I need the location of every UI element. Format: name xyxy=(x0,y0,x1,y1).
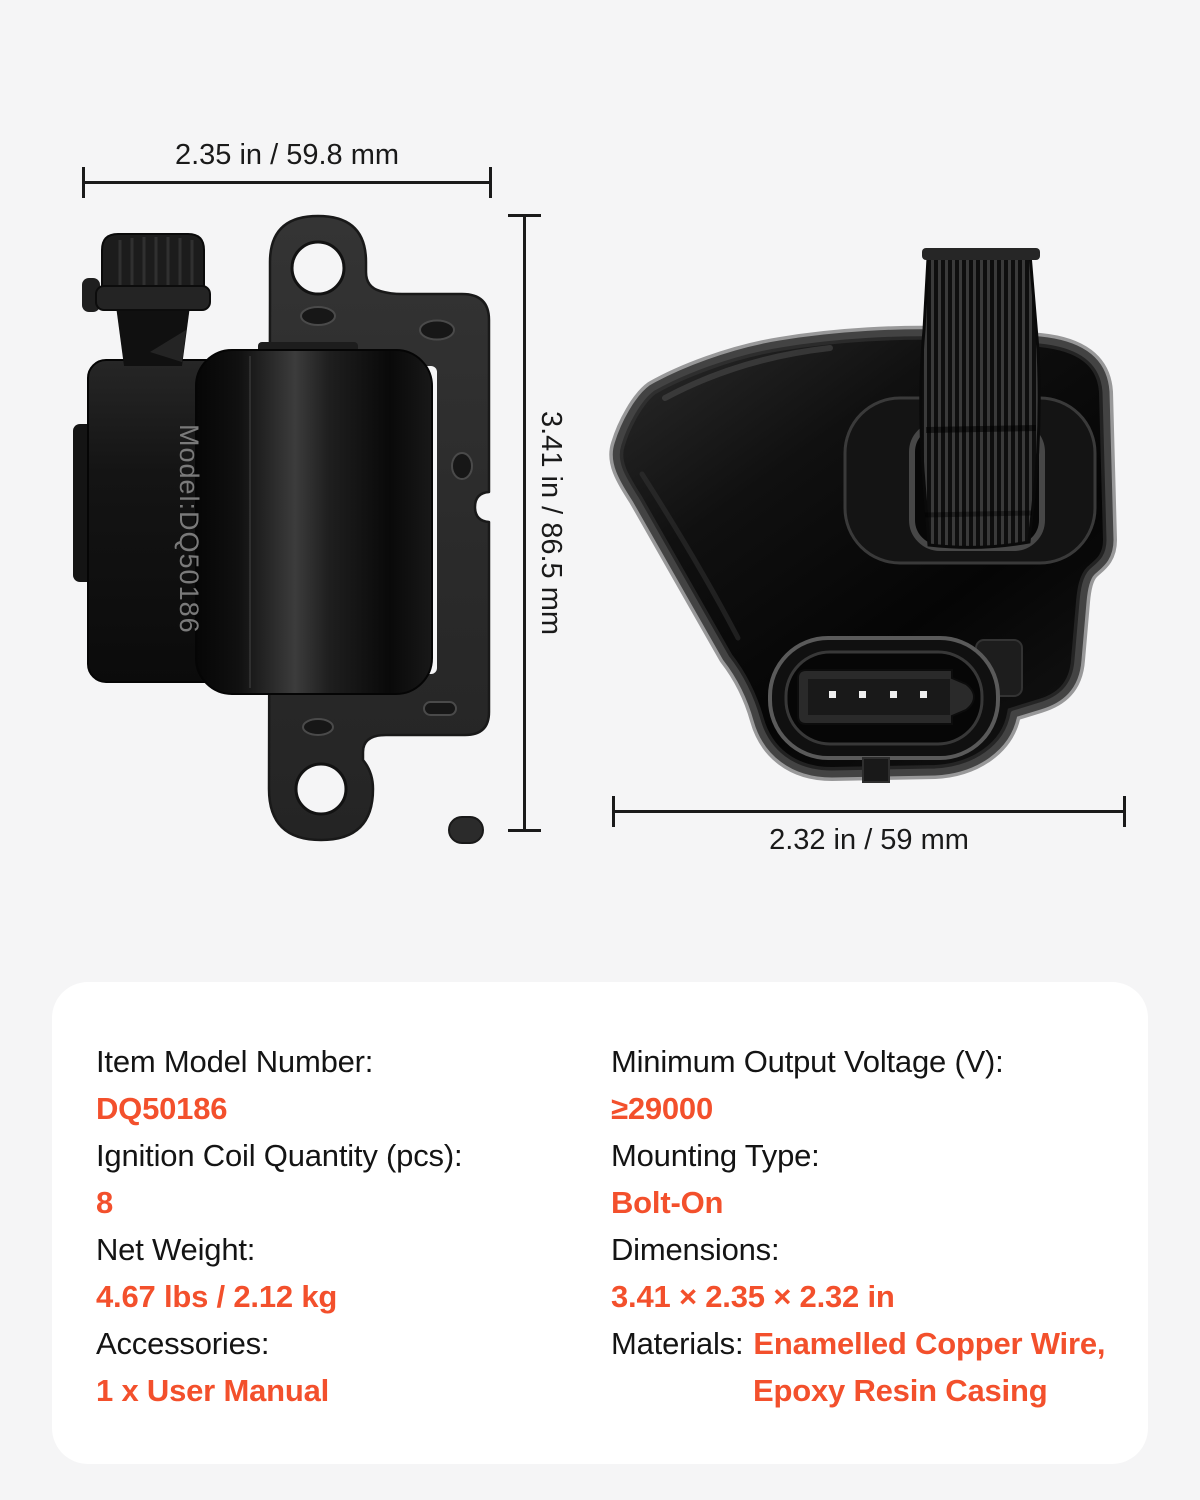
coil-cylinder xyxy=(196,350,432,694)
dimension-line-top xyxy=(82,181,492,184)
spec-value: 4.67 lbs / 2.12 kg xyxy=(96,1279,338,1314)
spec-label: Dimensions: xyxy=(611,1232,780,1267)
dimension-line-side xyxy=(523,214,526,832)
bolt-hole-bottom xyxy=(296,764,346,814)
ignition-coil-side-view xyxy=(70,210,500,850)
spec-label: Minimum Output Voltage (V): xyxy=(611,1044,1004,1079)
spec-column-left xyxy=(96,1038,462,1414)
bolt-hole-top xyxy=(292,242,344,294)
ignition-coil-top-view xyxy=(600,230,1160,800)
spec-value: ≥29000 xyxy=(611,1091,714,1126)
dimension-label-side-height xyxy=(534,214,567,832)
dimension-label-side-height-text: 3.41 in / 86.5 mm xyxy=(535,410,567,636)
connector-ribs xyxy=(120,237,192,286)
spec-value: 1 x User Manual xyxy=(96,1373,330,1408)
spec-value: 3.41 × 2.35 × 2.32 in xyxy=(611,1279,895,1314)
spec-value: 8 xyxy=(96,1185,114,1220)
spec-row-materials xyxy=(611,1320,1105,1367)
spring-strap-assembly xyxy=(845,248,1095,563)
model-marking: Model:DQ50186 xyxy=(174,424,204,634)
coil-body xyxy=(73,342,432,694)
spec-value: Bolt-On xyxy=(611,1185,724,1220)
spec-label: Materials: xyxy=(611,1326,744,1361)
spring-strap xyxy=(921,252,1040,548)
spec-label: Net Weight: xyxy=(96,1232,256,1267)
dimension-tick xyxy=(612,796,615,827)
spec-label: Accessories: xyxy=(96,1326,270,1361)
spec-label: Item Model Number: xyxy=(96,1044,374,1079)
dimension-tick xyxy=(489,167,492,198)
dimension-label-bottom-width: 2.32 in / 59 mm xyxy=(769,824,969,856)
spec-value: Enamelled Copper Wire, xyxy=(753,1326,1106,1361)
spec-label: Ignition Coil Quantity (pcs): xyxy=(96,1138,463,1173)
dimension-tick xyxy=(1123,796,1126,827)
dimension-label-top-width: 2.35 in / 59.8 mm xyxy=(174,139,400,171)
spec-card xyxy=(52,982,1148,1464)
dimension-line-bottom xyxy=(612,810,1126,813)
dimension-tick xyxy=(82,167,85,198)
spec-column-right xyxy=(611,1038,1105,1414)
spec-value-continued: Epoxy Resin Casing xyxy=(753,1373,1048,1408)
spec-value: DQ50186 xyxy=(96,1091,228,1126)
spec-label: Mounting Type: xyxy=(611,1138,820,1173)
connector-flange xyxy=(96,286,210,310)
primary-connector-stub xyxy=(82,234,210,366)
connector-index-tab xyxy=(863,758,889,782)
bracket-foot xyxy=(449,817,483,843)
